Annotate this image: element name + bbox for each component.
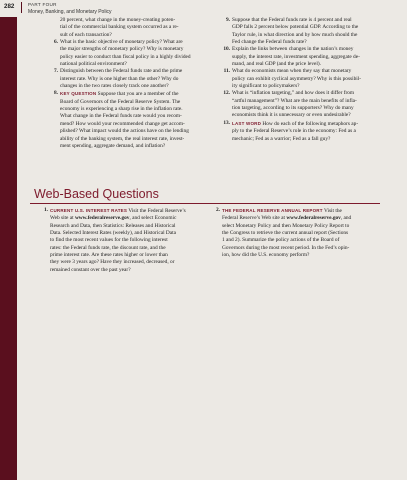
chapter-sidebar (0, 0, 17, 480)
running-head (28, 2, 112, 15)
web-question-1: 1. CURRENT U.S. INTEREST RATES Visit the Federal Reserve’s Web site at www.federalreserve.gov, and select Economic Research and Data, then Statistics: Releases and Historical Data. Selected Interest Rates (weekly), and Historical Data to find the most recent values for the following interest rates: the Federal funds rate, the discount rate, and the prime interest rate. Are these rates higher or lower than they were 3 years ago? Have they increased, decreased, or remained constant over the past year? (34, 207, 194, 274)
heading-rule (30, 203, 380, 204)
question-number: 6. (53, 39, 58, 46)
question-number: 11. (223, 68, 230, 75)
question-6: 6. What is the basic objective of monetary policy? What are the major strengths of monetary policy? Why is monetary policy easier to conduct than fiscal policy in a highly divided national political environment? (44, 39, 192, 68)
page-number: 282 (4, 3, 15, 10)
web-question-2: 2. THE FEDERAL RESERVE ANNUAL REPORT Visit the Federal Reserve’s Web site at www.federalreserve.gov, and select Monetary Policy and then Monetary Policy Report to the Congress to retrieve the current annual report (Sections 1 and 2). Summarize the policy actions of the Board of Governors during the most recent period. In the Fed’s opin- ion, how did the U.S. economy perform? (206, 207, 366, 259)
question-number: 2. (215, 207, 220, 213)
web-question-tag: CURRENT U.S. INTEREST RATES (50, 208, 128, 213)
question-number: 1. (43, 207, 48, 213)
question-number: 13. (223, 119, 230, 126)
fed-website-link[interactable]: www.federalreserve.gov (74, 215, 130, 222)
question-number: 12. (223, 90, 230, 97)
last-word-tag: LAST WORD (232, 120, 262, 126)
web-question-tag: THE FEDERAL RESERVE ANNUAL REPORT (222, 208, 323, 213)
web-question-1-column (34, 207, 194, 274)
right-question-column (216, 17, 364, 143)
question-5-continued: 20 percent, what change in the money-creating poten- tial of the commercial banking system occurred as a re- sult of each transaction? (60, 17, 179, 38)
part-subtitle: Money, Banking, and Monetary Policy (28, 8, 112, 15)
fed-website-link[interactable]: www.federalreserve.gov (286, 215, 341, 222)
left-question-column (44, 17, 192, 150)
question-number: 7. (53, 68, 58, 75)
question-7: 7. Distinguish between the Federal funds rate and the prime interest rate. Why is one higher than the other? Why do changes in the two rates closely track one another? (44, 68, 192, 90)
key-question-tag: KEY QUESTION (60, 91, 97, 97)
question-11: 11. What do economists mean when they say that monetary policy can exhibit cyclical asymmetry? Why is this possibil- ity significant to policymakers? (216, 68, 364, 90)
question-number: 9. (225, 17, 230, 23)
question-9: 9. Suppose that the Federal funds rate is 4 percent and real GDP falls 2 percent below potential GDP. According to the Taylor rule, in what direction and by how much should the Fed change the Federal funds rate? (216, 17, 364, 46)
web-question-2-column (206, 207, 366, 259)
question-12: 12. What is “inflation targeting,” and how does it differ from “artful management”? What are the main benefits of infla- tion targeting, according to its supporters? Why do many economists think it is unnecessary or even undesirable? (216, 90, 364, 119)
question-8: 8. KEY QUESTION Suppose that you are a member of the Board of Governors of the Federal Reserve System. The economy is experiencing a sharp rise in the inflation rate. What change in the Federal funds rate would you recom- mend? How would your recommended change get accom- plished? What impact would the actions have on the lending ability of the banking system, the real interest rate, invest- ment spending, aggregate demand, and inflation? (44, 90, 192, 150)
header-rule (21, 2, 22, 13)
part-label: PART FOUR (28, 2, 57, 7)
question-13: 13. LAST WORD How do each of the following metaphors ap- ply to the Federal Reserve’s role in the economy: Fed as a mechanic; Fed as a warrior; Fed as a fall guy? (216, 120, 364, 143)
question-10: 10. Explain the links between changes in the nation’s money supply, the interest rate, investment spending, aggregate de- mand, and real GDP (and the price level). (216, 46, 364, 68)
web-questions-heading: Web-Based Questions (34, 187, 159, 201)
question-number: 8. (53, 90, 58, 97)
question-number: 10. (223, 46, 230, 53)
